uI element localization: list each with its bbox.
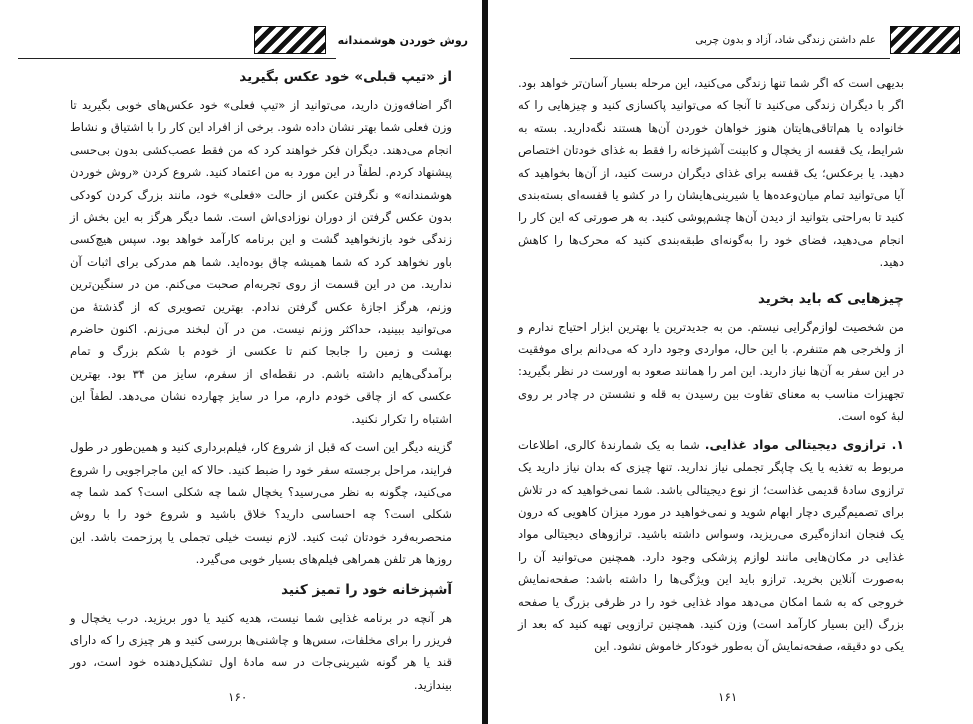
intro-paragraph: بدیهی است که اگر شما تنها زندگی می‌کنید، این مرحله بسیار آسان‌تر خواهد بود. اگر با دیگران زندگی می‌کنید تا آنجا که می‌توانید پاکسازی کنید و چیزهایی را که خانواده یا هم‌اتاقی‌هایتان هنوز خواهان خوردن آن‌ها هستند نگه‌دارید. بسته به شرایط، یک قفسه از یخچال و کابینت آشپزخانه را فقط به غذای خودتان اختصاص دهید. یا برعکس؛ یک قفسه برای غذای دیگران درست کنید، از آن‌ها بخواهید که آیا می‌توانید تمام میان‌وعده‌ها یا شیرینی‌هایشان را در کشو یا قفسه‌ای بسته‌بندی کنید تا به‌راحتی بتوانید از دیدن آن‌ها چشم‌پوشی کنید. به هر صورتی که این کار را انجام می‌دهید، فضای خود را به‌گونه‌ای طبقه‌بندی کنید که محرک‌ها را کاهش دهید.	[518, 76, 904, 270]
left-page-number: ۱۶۰	[228, 690, 248, 704]
right-page	[490, 0, 973, 724]
list-item-text: شما به یک شمارندهٔ کالری، اطلاعات مربوط به تغذیه یا یک چاپگر تجملی نیاز ندارید. تنها چیزی که بدان نیاز دارید یک ترازوی سادهٔ قدیمی غذاست؛ از نوع دیجیتالی باشد. شما نمی‌خواهید که در تلاش برای تصمیم‌گیری دچار ابهام شوید و نمی‌خواهید در مورد میزان کاهویی که درون یک فنجان اندازه‌گیری می‌ریزید، وسواس داشته باشید. ترازوهای دیجیتالی مواد غذایی در مکان‌هایی مانند لوازم پزشکی وجود دارد. همچنین می‌توانید آن را به‌صورت آنلاین بخرید. ترازو باید این ویژگی‌ها را داشته باشد: صفحه‌نمایش خروجی که به شما امکان می‌دهد مواد غذایی خود را در ظرفی بزرگ یا صفحه بزرگ (این بسیار کارآمد است) وزن کنید. همچنین ترازویی تهیه کنید که بعد از یکی دو دقیقه، صفحه‌نمایش آن به‌طور خودکار خاموش نشود. این	[518, 437, 904, 654]
list-item-digital-scale	[518, 434, 904, 658]
right-header-title: علم داشتن زندگی شاد، آزاد و بدون چربی	[695, 34, 876, 46]
paragraph: هر آنچه در برنامه غذایی شما نیست، هدیه کنید یا دور بریزید. درب یخچال و فریزر را برای مخلفات، سس‌ها و چاشنی‌ها بررسی کنید و هر چیزی را که دارای قند یا هر گونه شیرینی‌جات در سه مادهٔ اول تشکیل‌دهنده خود است، دور بیندازید.	[70, 610, 452, 692]
right-page-header	[500, 26, 960, 54]
book-gutter	[482, 0, 488, 724]
list-item-lead: ۱. ترازوی دیجیتالی مواد غذایی.	[704, 436, 905, 452]
right-page-body	[518, 72, 904, 664]
left-page	[0, 0, 480, 724]
header-hatch-decoration	[254, 26, 326, 54]
section-heading-things-to-buy: چیزهایی که باید بخرید	[757, 290, 904, 307]
section-heading-before-photo: از «تیپ قبلی» خود عکس بگیرید	[239, 69, 452, 85]
left-header-rule	[18, 58, 336, 59]
right-header-rule	[570, 58, 890, 59]
header-hatch-decoration	[890, 26, 960, 54]
section-heading-clean-kitchen: آشپزخانه خود را تمیز کنید	[281, 581, 452, 598]
right-page-number: ۱۶۱	[718, 690, 738, 704]
left-header-title: روش خوردن هوشمندانه	[337, 33, 468, 47]
left-page-body	[70, 66, 452, 702]
paragraph: اگر اضافه‌وزن دارید، می‌توانید از «تیپ فعلی» خود عکس‌های خوبی بگیرید تا وزن فعلی شما بهتر نشان داده شود. برخی از افراد این کار را با اشتیاق و نشاط انجام می‌دهند. دیگران فکر خواهند کرد که من فقط عصب‌کشی بدون بی‌حسی پیشنهاد کردم. لطفاً در این مورد به من اعتماد کنید. شروع کردن «روش خوردن هوشمندانه» و نگرفتن عکس از حالت «فعلی» خود، مانند بزرگ کردن کودکی بدون عکس گرفتن از دوران نوزادی‌اش است. شما دیگر هرگز به این بخش از زندگی خود بازنخواهید گشت و این برنامه کارآمد خواهد بود. سپس هیچ‌کسی باور نخواهد کرد که شما همیشه چاق بوده‌اید. شما هم مدرکی برای اثبات آن ندارید. من در این قسمت از روی تجربه‌ام صحبت می‌کنم. من در سنگین‌ترین وزنم، هرگز اجازهٔ عکس گرفتن ندادم. بهترین تصویری که از گذشتهٔ من می‌توانید ببینید، حداکثر وزنم نیست. من در آن لبخند می‌زنم. اکنون حاضرم بهشت و زمین را جابجا کنم تا عکسی از خودم با شکم بزرگ و تمام برآمدگی‌هایم داشته باشم. در نقطه‌ای از سفرم، سایز من ۳۴ بود. بهترین عکسی که از چاقی خودم دارم، مرا در سایز چهارده نشان می‌دهد. لطفاً این اشتباه را تکرار نکنید.	[70, 98, 452, 426]
left-page-header	[18, 26, 468, 54]
paragraph: من شخصیت لوازم‌گرایی نیستم. من به جدیدترین یا بهترین ابزار احتیاج ندارم و از ولخرجی هم متنفرم. با این حال، مواردی وجود دارد که می‌دانم برای موفقیت در این سفر به آن‌ها نیاز دارید. این امر را همانند صعود به اورست در نظر بگیرید: تجهیزات مناسب به معنای تفاوت بین رسیدن به قله و نشستن در چادر بر روی لبهٔ کوه است.	[518, 319, 904, 424]
paragraph: گزینه دیگر این است که قبل از شروع کار، فیلم‌برداری کنید و همین‌طور در طول فرایند، مراحل برجسته سفر خود را ضبط کنید. حالا که این ماجراجویی را شروع می‌کنید، چگونه به نظر می‌رسید؟ یخچال شما چه شکلی است؟ کمد شما چه شکلی است؟ چه احساسی دارید؟ خلاق باشید و شروع خود را با روش منحصربه‌فرد خودتان ثبت کنید. لازم نیست خیلی تجملی یا پرزحمت باشد. این روزها هر تلفن همراهی فیلم‌های بسیار خوبی می‌گیرد.	[70, 440, 452, 567]
